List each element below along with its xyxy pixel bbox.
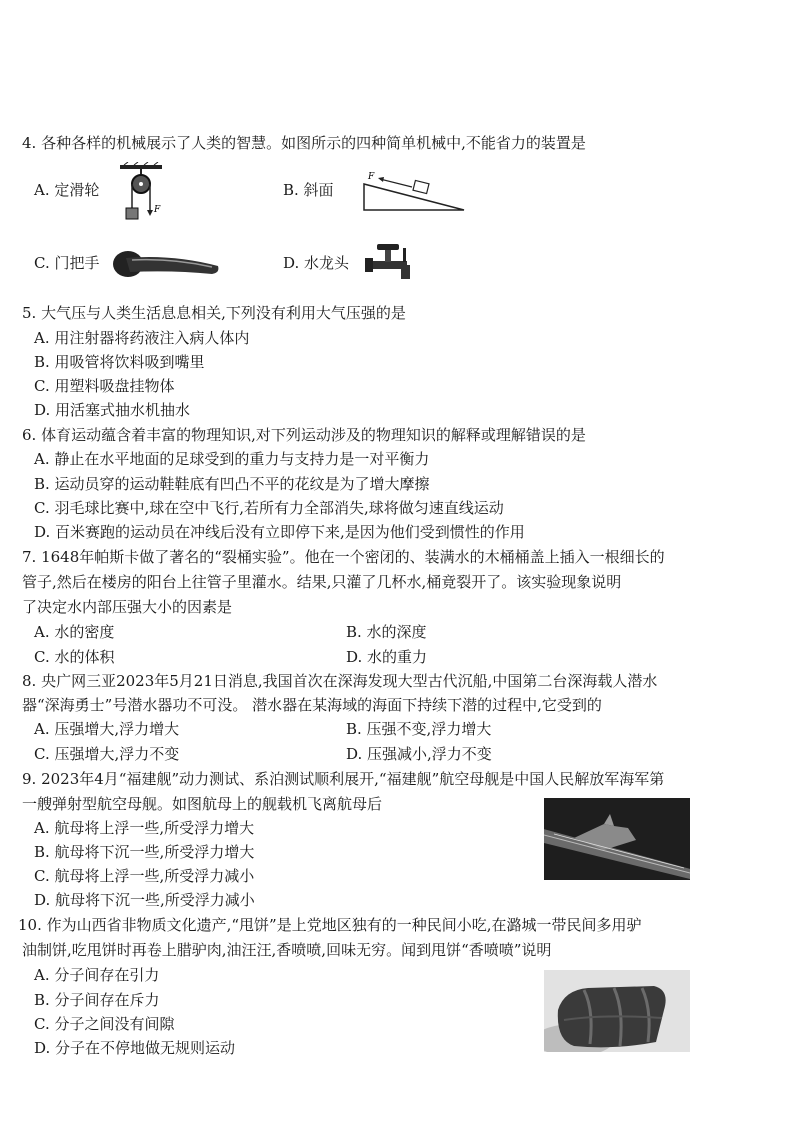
q7-option-a: A. 水的密度 (34, 623, 115, 641)
shuaibing-image (544, 970, 690, 1052)
q6-option-c: C. 羽毛球比赛中,球在空中飞行,若所有力全部消失,球将做匀速直线运动 (34, 499, 504, 517)
q5-option-d: D. 用活塞式抽水机抽水 (34, 401, 191, 419)
q5-stem: 5. 大气压与人类生活息息相关,下列没有利用大气压强的是 (22, 304, 406, 322)
q10-option-a: A. 分子间存在引力 (34, 966, 160, 984)
shuaibing-photo (544, 970, 690, 1052)
fixed-pulley-figure (118, 162, 168, 224)
q7-stem-line-1: 7. 1648年帕斯卡做了著名的“裂桶实验”。他在一个密闭的、装满水的木桶桶盖上插入一根细长的 (22, 548, 665, 566)
q7-option-b: B. 水的深度 (346, 623, 427, 641)
q6-option-b: B. 运动员穿的运动鞋鞋底有凹凸不平的花纹是为了增大摩擦 (34, 475, 430, 493)
q7-stem-line-2: 管子,然后在楼房的阳台上往管子里灌水。结果,只灌了几杯水,桶竟裂开了。该实验现象说明 (22, 573, 622, 591)
q8-stem-line-2: 器“深海勇士”号潜水器功不可没。 潜水器在某海域的海面下持续下潜的过程中,它受到的 (22, 696, 602, 714)
aircraft-carrier-image (544, 798, 690, 880)
q9-option-b: B. 航母将下沉一些,所受浮力增大 (34, 843, 255, 861)
door-handle-figure (112, 246, 222, 280)
q8-option-d: D. 压强减小,浮力不变 (346, 745, 492, 763)
q4-stem: 4. 各种各样的机械展示了人类的智慧。如图所示的四种简单机械中,不能省力的装置是 (22, 134, 586, 152)
q9-stem-line-1: 9. 2023年4月“福建舰”动力测试、系泊测试顺利展开,“福建舰”航空母舰是中国人民解放军海军第 (22, 770, 665, 788)
q4-option-d: D. 水龙头 (283, 254, 350, 272)
aircraft-carrier-photo (544, 798, 690, 880)
q4-option-c: C. 门把手 (34, 254, 100, 272)
q10-option-c: C. 分子之间没有间隙 (34, 1015, 175, 1033)
q10-stem-line-2: 油制饼,吃甩饼时再卷上腊驴肉,油汪汪,香喷喷,回味无穷。闻到甩饼“香喷喷”说明 (22, 941, 552, 959)
q5-option-b: B. 用吸管将饮料吸到嘴里 (34, 353, 205, 371)
q5-option-a: A. 用注射器将药液注入病人体内 (34, 329, 250, 347)
q5-option-c: C. 用塑料吸盘挂物体 (34, 377, 175, 395)
q9-option-a: A. 航母将上浮一些,所受浮力增大 (34, 819, 255, 837)
q9-option-c: C. 航母将上浮一些,所受浮力减小 (34, 867, 255, 885)
q7-option-d: D. 水的重力 (346, 648, 428, 666)
q6-option-d: D. 百米赛跑的运动员在冲线后没有立即停下来,是因为他们受到惯性的作用 (34, 523, 525, 541)
q9-stem-line-2: 一艘弹射型航空母舰。如图航母上的舰载机飞离航母后 (22, 795, 383, 813)
q7-option-c: C. 水的体积 (34, 648, 115, 666)
q8-option-a: A. 压强增大,浮力增大 (34, 720, 180, 738)
inclined-plane-figure (362, 170, 466, 214)
incline-force-label: F (368, 172, 375, 182)
q8-option-b: B. 压强不变,浮力增大 (346, 720, 492, 738)
q10-option-b: B. 分子间存在斥力 (34, 991, 160, 1009)
q7-stem-line-3: 了决定水内部压强大小的因素是 (22, 598, 233, 616)
q6-option-a: A. 静止在水平地面的足球受到的重力与支持力是一对平衡力 (34, 450, 430, 468)
q8-option-c: C. 压强增大,浮力不变 (34, 745, 180, 763)
q9-option-d: D. 航母将下沉一些,所受浮力减小 (34, 891, 255, 909)
q10-stem-line-1: 10. 作为山西省非物质文化遗产,“甩饼”是上党地区独有的一种民间小吃,在潞城一带民间多用驴 (18, 916, 642, 934)
q10-option-d: D. 分子在不停地做无规则运动 (34, 1039, 236, 1057)
q6-stem: 6. 体育运动蕴含着丰富的物理知识,对下列运动涉及的物理知识的解释或理解错误的是 (22, 426, 586, 444)
q4-option-b: B. 斜面 (283, 181, 334, 199)
pulley-force-label: F (154, 205, 161, 215)
q8-stem-line-1: 8. 央广网三亚2023年5月21日消息,我国首次在深海发现大型古代沉船,中国第二台深海载人潜水 (22, 672, 658, 690)
q4-option-a: A. 定滑轮 (34, 181, 100, 199)
faucet-figure (365, 240, 421, 280)
